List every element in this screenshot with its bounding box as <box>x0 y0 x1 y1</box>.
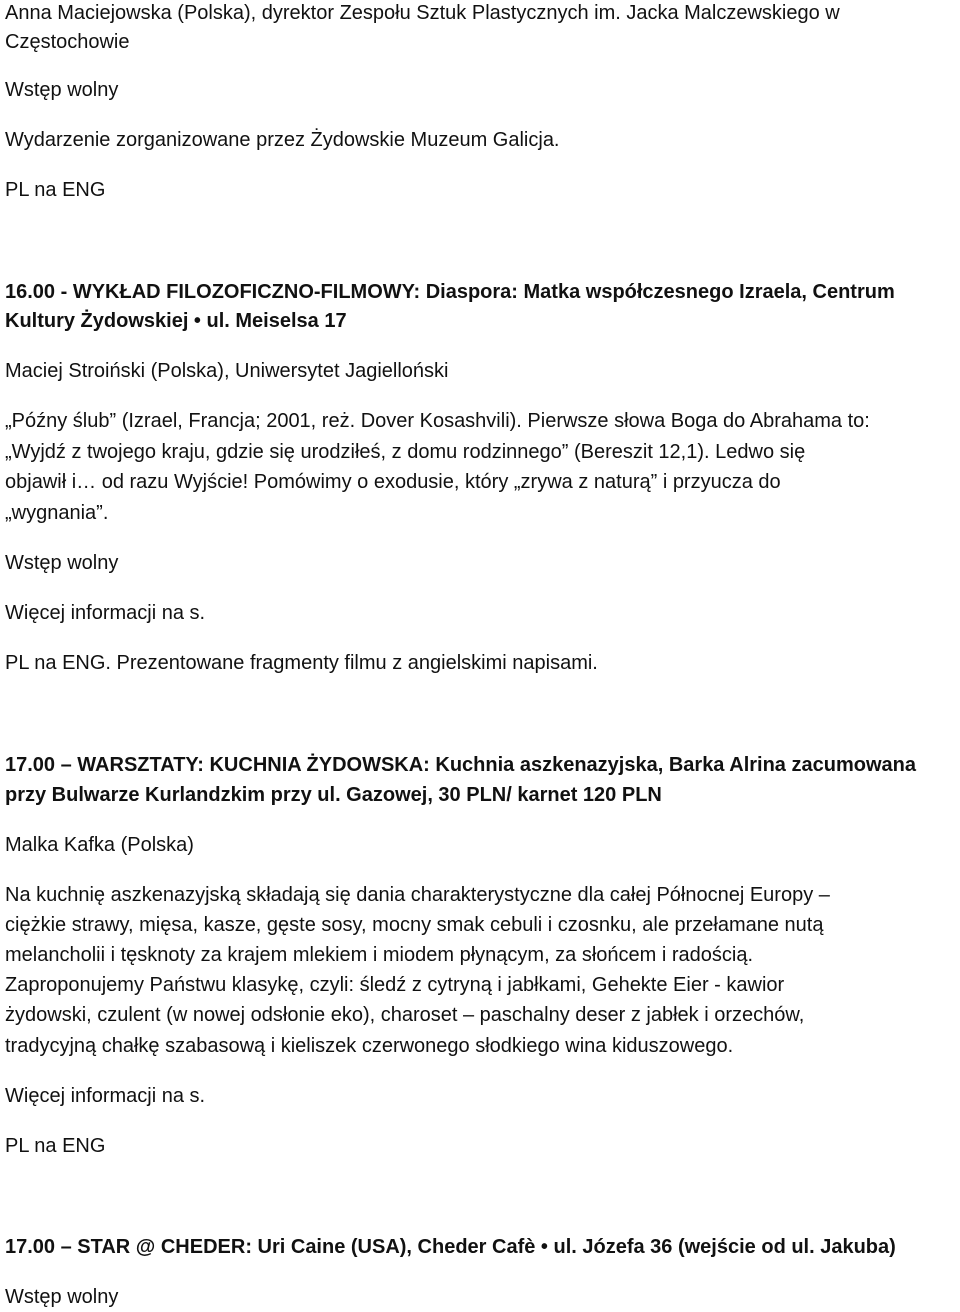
top-speaker-line2: Częstochowie <box>5 31 130 53</box>
workshop-desc-line3: melancholii i tęsknoty za krajem mlekiem i miodem płynącym, za słońcem i radością. <box>5 944 754 966</box>
lecture-desc-line2: „Wyjdź z twojego kraju, gdzie się urodziłeś, z domu rodzinnego” (Bereszit 12,1). Ledwo się <box>5 441 806 463</box>
workshop-speaker: Malka Kafka (Polska) <box>5 834 194 856</box>
workshop-desc-line4: Zaproponujemy Państwu klasykę, czyli: śledź z cytryną i jabłkami, Gehekte Eier - kawior <box>5 974 785 996</box>
workshop-title-line1: 17.00 – WARSZTATY: KUCHNIA ŻYDOWSKA: Kuchnia aszkenazyjska, Barka Alrina zacumowana <box>5 754 916 776</box>
lecture-title-line1: 16.00 - WYKŁAD FILOZOFICZNO-FILMOWY: Diaspora: Matka współczesnego Izraela, Centrum <box>5 281 895 303</box>
lecture-more-info: Więcej informacji na s. <box>5 602 206 624</box>
workshop-desc-line1: Na kuchnię aszkenazyjską składają się dania charakterystyczne dla całej Północnej Europy – <box>5 884 830 906</box>
lecture-desc-line4: „wygnania”. <box>5 502 109 524</box>
lecture-speaker: Maciej Stroiński (Polska), Uniwersytet Jagielloński <box>5 360 449 382</box>
top-language: PL na ENG <box>5 179 106 201</box>
lecture-admission: Wstęp wolny <box>5 552 119 574</box>
workshop-desc-line2: ciężkie strawy, mięsa, kasze, gęste sosy, mocny smak cebuli i czosnku, ale przełamane nutą <box>5 914 824 936</box>
concert-admission: Wstęp wolny <box>5 1286 119 1308</box>
top-speaker-line1: Anna Maciejowska (Polska), dyrektor Zespołu Sztuk Plastycznych im. Jacka Malczewskiego w <box>5 2 840 24</box>
lecture-desc-line3: objawił i… od razu Wyjście! Pomówimy o exodusie, który „zrywa z naturą” i przyucza do <box>5 471 781 493</box>
workshop-title-line2: przy Bulwarze Kurlandzkim przy ul. Gazowej, 30 PLN/ karnet 120 PLN <box>5 784 662 806</box>
lecture-title-line2: Kultury Żydowskiej • ul. Meiselsa 17 <box>5 310 347 332</box>
workshop-desc-line6: tradycyjną chałkę szabasową i kieliszek czerwonego słodkiego wina kiduszowego. <box>5 1035 734 1057</box>
workshop-desc-line5: żydowski, czulent (w nowej odsłonie eko), charoset – paschalny deser z jabłek i orzechów, <box>5 1004 805 1026</box>
workshop-language: PL na ENG <box>5 1135 106 1157</box>
concert-title: 17.00 – STAR @ CHEDER: Uri Caine (USA), Cheder Cafè • ul. Józefa 36 (wejście od ul. Jakuba) <box>5 1236 896 1258</box>
top-organizer: Wydarzenie zorganizowane przez Żydowskie Muzeum Galicja. <box>5 129 560 151</box>
lecture-language: PL na ENG. Prezentowane fragmenty filmu z angielskimi napisami. <box>5 652 598 674</box>
workshop-more-info: Więcej informacji na s. <box>5 1085 206 1107</box>
top-admission: Wstęp wolny <box>5 79 119 101</box>
lecture-desc-line1: „Późny ślub” (Izrael, Francja; 2001, reż. Dover Kosashvili). Pierwsze słowa Boga do Abrahama to: <box>5 410 870 432</box>
